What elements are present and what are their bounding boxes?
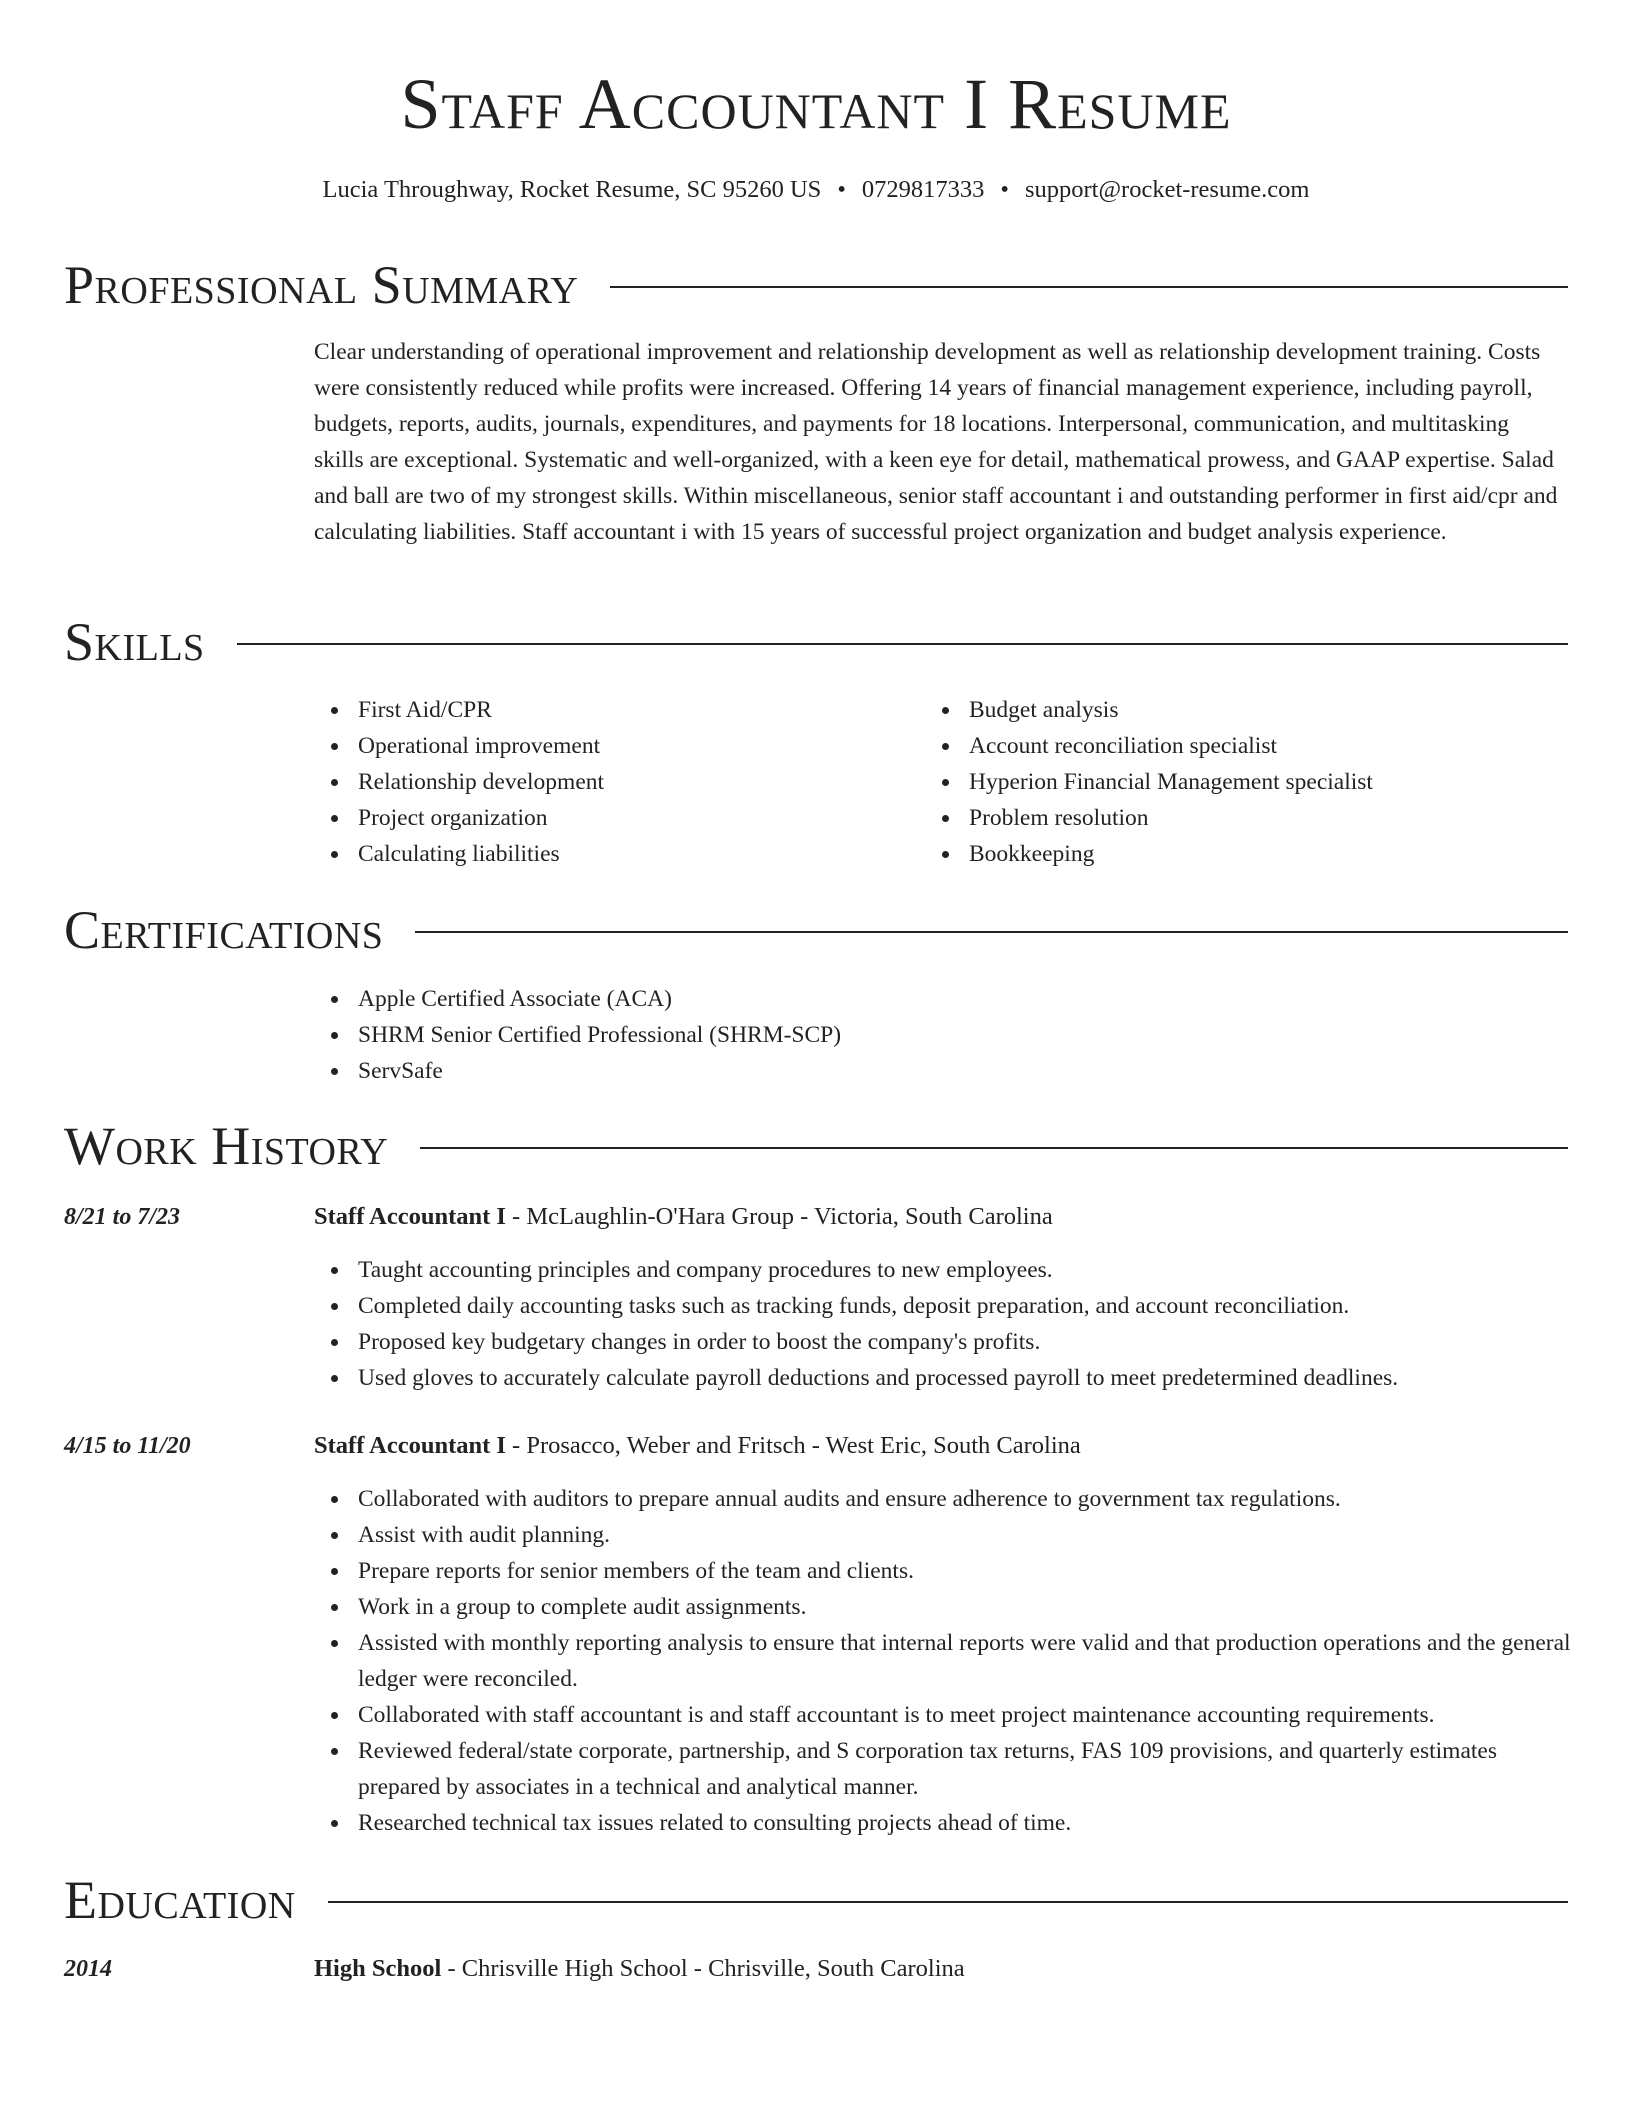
contact-phone: 0729817333	[861, 176, 985, 203]
section-divider	[415, 931, 1568, 933]
skill-item: Project organization	[314, 800, 914, 836]
contact-email: support@rocket-resume.com	[1024, 176, 1310, 203]
job-duties-list	[314, 1481, 1574, 1841]
job-duty: Collaborated with staff accountant is and staff accountant is to meet project maintenance accounting requirements.	[314, 1697, 1574, 1733]
job-duty: Work in a group to complete audit assignments.	[314, 1589, 1574, 1625]
certification-item: Apple Certified Associate (ACA)	[314, 981, 1214, 1017]
skill-item: First Aid/CPR	[314, 692, 914, 728]
education-school-location: - Chrisville High School - Chrisville, South Carolina	[441, 1955, 965, 1982]
job-duty: Researched technical tax issues related to consulting projects ahead of time.	[314, 1805, 1574, 1841]
job-duty: Collaborated with auditors to prepare annual audits and ensure adherence to government tax regulations.	[314, 1481, 1574, 1517]
summary-section-heading	[64, 255, 1568, 315]
job-duty: Reviewed federal/state corporate, partnership, and S corporation tax returns, FAS 109 provisions, and quarterly estimates prepared by associates in a technical and analytical manner.	[314, 1733, 1574, 1805]
section-divider	[610, 286, 1568, 288]
skills-heading: Skills	[64, 612, 205, 672]
section-divider	[237, 643, 1568, 645]
job-duty: Assisted with monthly reporting analysis to ensure that internal reports were valid and that production operations and the general ledger were reconciled.	[314, 1625, 1574, 1697]
job-duty: Taught accounting principles and company procedures to new employees.	[314, 1252, 1574, 1288]
certifications-heading: Certifications	[64, 900, 384, 960]
job-header	[314, 1199, 1053, 1235]
certifications-section-heading	[64, 900, 1568, 960]
skill-item: Calculating liabilities	[314, 836, 914, 872]
education-year: 2014	[64, 1956, 112, 1982]
job-title: Staff Accountant I	[314, 1432, 506, 1459]
work-history-heading: Work History	[64, 1116, 389, 1176]
certification-item: ServSafe	[314, 1053, 1214, 1089]
education-heading: Education	[64, 1870, 296, 1930]
resume-title: Staff Accountant I Resume	[400, 64, 1232, 144]
section-divider	[420, 1147, 1568, 1149]
job-duty: Completed daily accounting tasks such as tracking funds, deposit preparation, and account reconciliation.	[314, 1288, 1574, 1324]
skills-section-heading	[64, 612, 1568, 672]
skills-list-right	[925, 692, 1525, 872]
job-duty: Used gloves to accurately calculate payroll deductions and processed payroll to meet predetermined deadlines.	[314, 1360, 1574, 1396]
skill-item: Problem resolution	[925, 800, 1525, 836]
contact-line	[64, 174, 1568, 206]
job-employer-location: - Prosacco, Weber and Fritsch - West Eric, South Carolina	[505, 1432, 1081, 1459]
contact-separator: •	[837, 176, 846, 203]
job-title: Staff Accountant I	[314, 1203, 506, 1230]
job-duties-list	[314, 1252, 1574, 1396]
education-section-heading	[64, 1870, 1568, 1930]
job-employer-location: - McLaughlin-O'Hara Group - Victoria, South Carolina	[505, 1203, 1053, 1230]
job-duty: Prepare reports for senior members of the team and clients.	[314, 1553, 1574, 1589]
summary-text: Clear understanding of operational improvement and relationship development as well as relationship development training. Costs were consistently reduced while profits were increased. Offering 14 years of financial management experience, including payroll, budgets, reports, audits, journals, expenditures, and payments for 18 locations. Interpersonal, communication, and multitasking skills are exceptional. Systematic and well-organized, with a keen eye for detail, mathematical prowess, and GAAP expertise. Salad and ball are two of my strongest skills. Within miscellaneous, senior staff accountant i and outstanding performer in first aid/cpr and calculating liabilities. Staff accountant i with 15 years of successful project organization and budget analysis experience.	[314, 339, 1558, 545]
summary-heading: Professional Summary	[64, 255, 579, 315]
work-history-section-heading	[64, 1116, 1568, 1176]
skill-item: Budget analysis	[925, 692, 1525, 728]
certification-item: SHRM Senior Certified Professional (SHRM-SCP)	[314, 1017, 1214, 1053]
education-degree: High School	[314, 1955, 442, 1982]
contact-address: Lucia Throughway, Rocket Resume, SC 95260 US	[322, 176, 822, 203]
contact-separator: •	[1000, 176, 1009, 203]
skill-item: Relationship development	[314, 764, 914, 800]
resume-page	[64, 0, 1571, 2112]
job-dates: 4/15 to 11/20	[64, 1433, 191, 1459]
job-duty: Assist with audit planning.	[314, 1517, 1574, 1553]
skill-item: Operational improvement	[314, 728, 914, 764]
education-header	[314, 1951, 965, 1987]
skill-item: Hyperion Financial Management specialist	[925, 764, 1525, 800]
job-dates: 8/21 to 7/23	[64, 1204, 181, 1230]
job-header	[314, 1428, 1081, 1464]
certifications-list	[314, 981, 1214, 1089]
skill-item: Account reconciliation specialist	[925, 728, 1525, 764]
skills-list-left	[314, 692, 914, 872]
section-divider	[328, 1901, 1568, 1903]
skill-item: Bookkeeping	[925, 836, 1525, 872]
job-duty: Proposed key budgetary changes in order to boost the company's profits.	[314, 1324, 1574, 1360]
